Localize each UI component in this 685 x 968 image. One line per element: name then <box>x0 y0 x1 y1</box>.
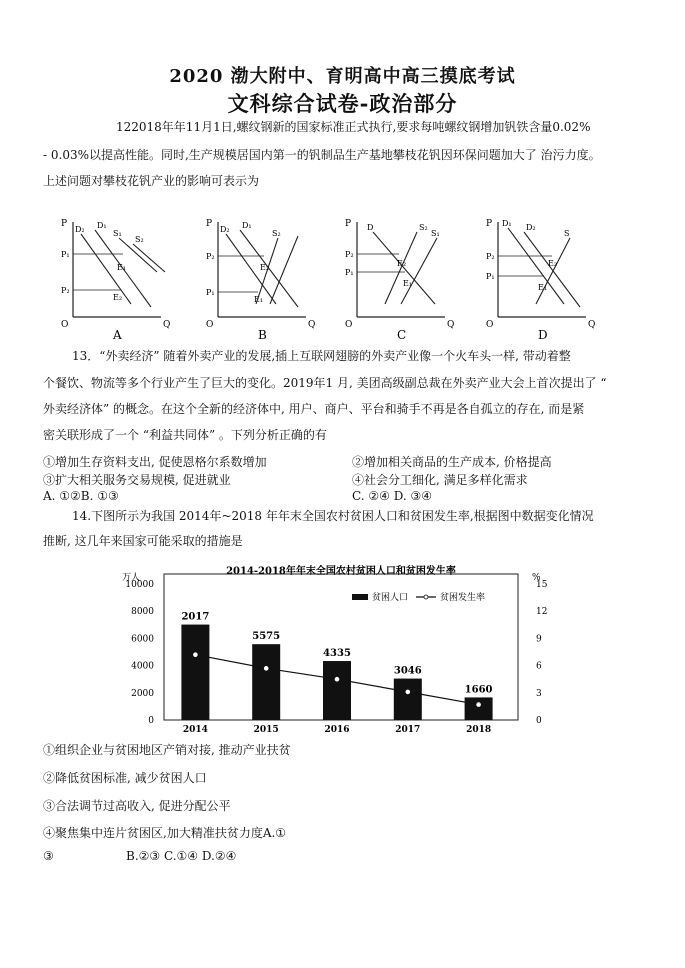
q13-line-4: 密关联形成了一个 “利益共同体” 。下列分析正确的有 <box>43 428 327 442</box>
curve-label: S₁ <box>113 229 122 238</box>
poverty-chart <box>0 558 685 738</box>
curve-label: D₁ <box>242 221 252 230</box>
curve-label: S₂ <box>419 223 428 232</box>
bar-value-label: 1660 <box>464 684 493 696</box>
sd-graph-A <box>61 219 170 342</box>
chart-title: 2014-2018年年末全国农村贫困人口和贫困发生率 <box>226 566 456 577</box>
curve-label: D₂ <box>220 225 230 234</box>
rate-point <box>335 677 340 682</box>
curve <box>385 232 417 304</box>
q12-line-3: 上述问题对攀枝花钒产业的影响可表示为 <box>43 174 260 188</box>
sd-graph-C <box>345 219 454 342</box>
q14-option-3: ③合法调节过高收入, 促进分配公平 <box>43 799 231 813</box>
origin-label: O <box>61 320 69 330</box>
rate-point <box>406 690 411 695</box>
bar-value-label: 3046 <box>393 665 422 677</box>
curve <box>133 244 165 272</box>
p-axis-label: P <box>345 219 352 229</box>
curve <box>373 232 435 304</box>
y-right-tick: 0 <box>536 716 542 726</box>
q13-option-2: ②增加相关商品的生产成本, 价格提高 <box>352 455 552 469</box>
q14-option-1: ①组织企业与贫困地区产销对接, 推动产业扶贫 <box>43 743 291 757</box>
equilibrium-label: E₁ <box>254 295 264 304</box>
x-tick-label: 2015 <box>253 725 279 735</box>
legend-bar-swatch <box>352 594 368 600</box>
q-axis-label: Q <box>588 320 596 330</box>
curve-label: S <box>564 229 570 238</box>
price-label: P₁ <box>345 268 354 277</box>
curve <box>524 232 580 307</box>
equilibrium-label: E₁ <box>403 279 413 288</box>
graph-option-label: D <box>538 328 548 342</box>
bar-value-label: 2017 <box>181 611 210 623</box>
p-axis-label: P <box>61 219 68 229</box>
bar <box>252 644 280 720</box>
origin-label: O <box>486 320 494 330</box>
q12-line-1: 122018年年11月1日,螺纹钢新的国家标准正式执行,要求每吨螺纹钢增加钒铁含量0.02% <box>116 120 591 134</box>
y-right-tick: 9 <box>536 634 542 645</box>
q13-choices-cd: C. ②④ D. ③④ <box>352 489 433 503</box>
equilibrium-label: E₂ <box>397 259 407 268</box>
legend-line-marker <box>424 595 428 599</box>
curve <box>270 236 298 304</box>
q-axis-label: Q <box>308 320 316 330</box>
q13-line-3: 外卖经济体” 的概念。在这个全新的经济体中, 用户、商户、平台和骑手不再是各自孤立的存在, 而是紧 <box>43 402 585 416</box>
y-left-tick: 10000 <box>125 580 154 590</box>
q-axis-label: Q <box>163 320 171 330</box>
q13-option-3: ③扩大相关服务交易规模, 促进就业 <box>43 473 231 487</box>
origin-label: O <box>345 320 353 330</box>
q14-option-4: ④聚焦集中连片贫困区,加大精准扶贫力度A.① <box>43 826 287 840</box>
y-left-tick: 4000 <box>131 661 154 672</box>
y-left-unit: 万人 <box>122 573 141 583</box>
q-axis-label: Q <box>447 320 455 330</box>
q14-option-2: ②降低贫困标准, 减少贫困人口 <box>43 771 207 785</box>
y-right-unit: % <box>532 573 541 583</box>
curve-label: D₂ <box>526 223 536 232</box>
q12-line-2: - 0.03%以提高性能。同时,生产规模居国内第一的钒制品生产基地攀枝花钒因环保问题加大了 治污力度。 <box>43 148 601 162</box>
x-tick-label: 2017 <box>395 725 421 735</box>
price-label: P₁ <box>486 272 495 281</box>
supply-demand-graphs <box>0 212 685 342</box>
curve-label: S₂ <box>272 229 281 238</box>
price-label: P₂ <box>206 252 215 261</box>
y-right-tick: 6 <box>536 661 542 672</box>
origin-label: O <box>206 320 214 330</box>
price-label: P₂ <box>345 250 354 259</box>
price-label: P₁ <box>61 250 70 259</box>
exam-title: 2020 渤大附中、育明高中高三摸底考试 <box>169 66 516 87</box>
curve-label: D₁ <box>502 219 512 228</box>
curve-label: S₁ <box>431 229 440 238</box>
price-label: P₁ <box>206 288 215 297</box>
bar <box>394 679 422 720</box>
q13-option-1: ①增加生存资料支出, 促使恩格尔系数增加 <box>43 455 267 469</box>
sd-graph-D <box>486 219 595 342</box>
y-left-tick: 2000 <box>131 688 154 699</box>
graph-option-label: C <box>397 328 407 342</box>
graph-option-label: B <box>258 328 267 342</box>
curve <box>536 238 570 304</box>
q13-line-2: 个餐饮、物流等多个行业产生了巨大的变化。2019年1 月, 美团高级副总裁在外卖产业大会上首次提出了 “ <box>43 376 607 390</box>
curve-label: D₁ <box>97 221 107 230</box>
equilibrium-label: E₂ <box>113 293 123 302</box>
y-right-tick: 15 <box>536 580 548 590</box>
q13-line-1: 13．“外卖经济” 随着外卖产业的发展,插上互联网翅膀的外卖产业像一个火车头一样, 带动着整 <box>72 349 571 363</box>
p-axis-label: P <box>206 219 213 229</box>
q14-choices: B.②③ C.①④ D.②④ <box>126 849 237 863</box>
graph-option-label: A <box>113 328 122 342</box>
curve-label: S₂ <box>135 235 144 244</box>
x-tick-label: 2014 <box>182 725 208 735</box>
rate-point <box>476 702 481 707</box>
rate-point <box>264 666 269 671</box>
equilibrium-label: E₂ <box>548 259 558 268</box>
curve-label: D <box>367 223 374 232</box>
equilibrium-label: E₁ <box>538 283 548 292</box>
price-label: P₂ <box>61 286 70 295</box>
q14-choice-a-cont: ③ <box>43 849 54 863</box>
y-left-tick: 8000 <box>131 607 154 618</box>
bar-value-label: 5575 <box>252 631 281 643</box>
sd-graph-B <box>206 219 315 342</box>
x-tick-label: 2016 <box>324 725 350 735</box>
curve-label: D₂ <box>75 225 85 234</box>
bar-value-label: 4335 <box>323 648 351 660</box>
exam-subtitle: 文科综合试卷-政治部分 <box>227 91 458 116</box>
y-right-tick: 12 <box>536 607 548 618</box>
rate-point <box>193 652 198 657</box>
equilibrium-label: E₁ <box>117 263 127 272</box>
p-axis-label: P <box>486 219 493 229</box>
y-right-tick: 3 <box>536 688 542 699</box>
x-tick-label: 2018 <box>466 725 492 735</box>
price-label: P₂ <box>486 252 495 261</box>
y-left-tick: 6000 <box>131 634 154 645</box>
legend-bar-label: 贫困人口 <box>372 593 409 603</box>
q14-line-2: 推断, 这几年来国家可能采取的措施是 <box>43 534 243 548</box>
y-left-tick: 0 <box>148 716 154 726</box>
bar <box>465 697 493 720</box>
q13-option-4: ④社会分工细化, 满足多样化需求 <box>352 473 528 487</box>
q14-line-1: 14.下图所示为我国 2014年~2018 年年末全国农村贫困人口和贫困发生率,根据图中数据变化情况 <box>72 509 594 523</box>
q13-choices-ab: A. ①②B. ①③ <box>43 489 119 503</box>
bar <box>181 625 209 720</box>
equilibrium-label: E₂ <box>260 263 270 272</box>
bar <box>323 661 351 720</box>
legend-line-label: 贫困发生率 <box>440 593 486 603</box>
